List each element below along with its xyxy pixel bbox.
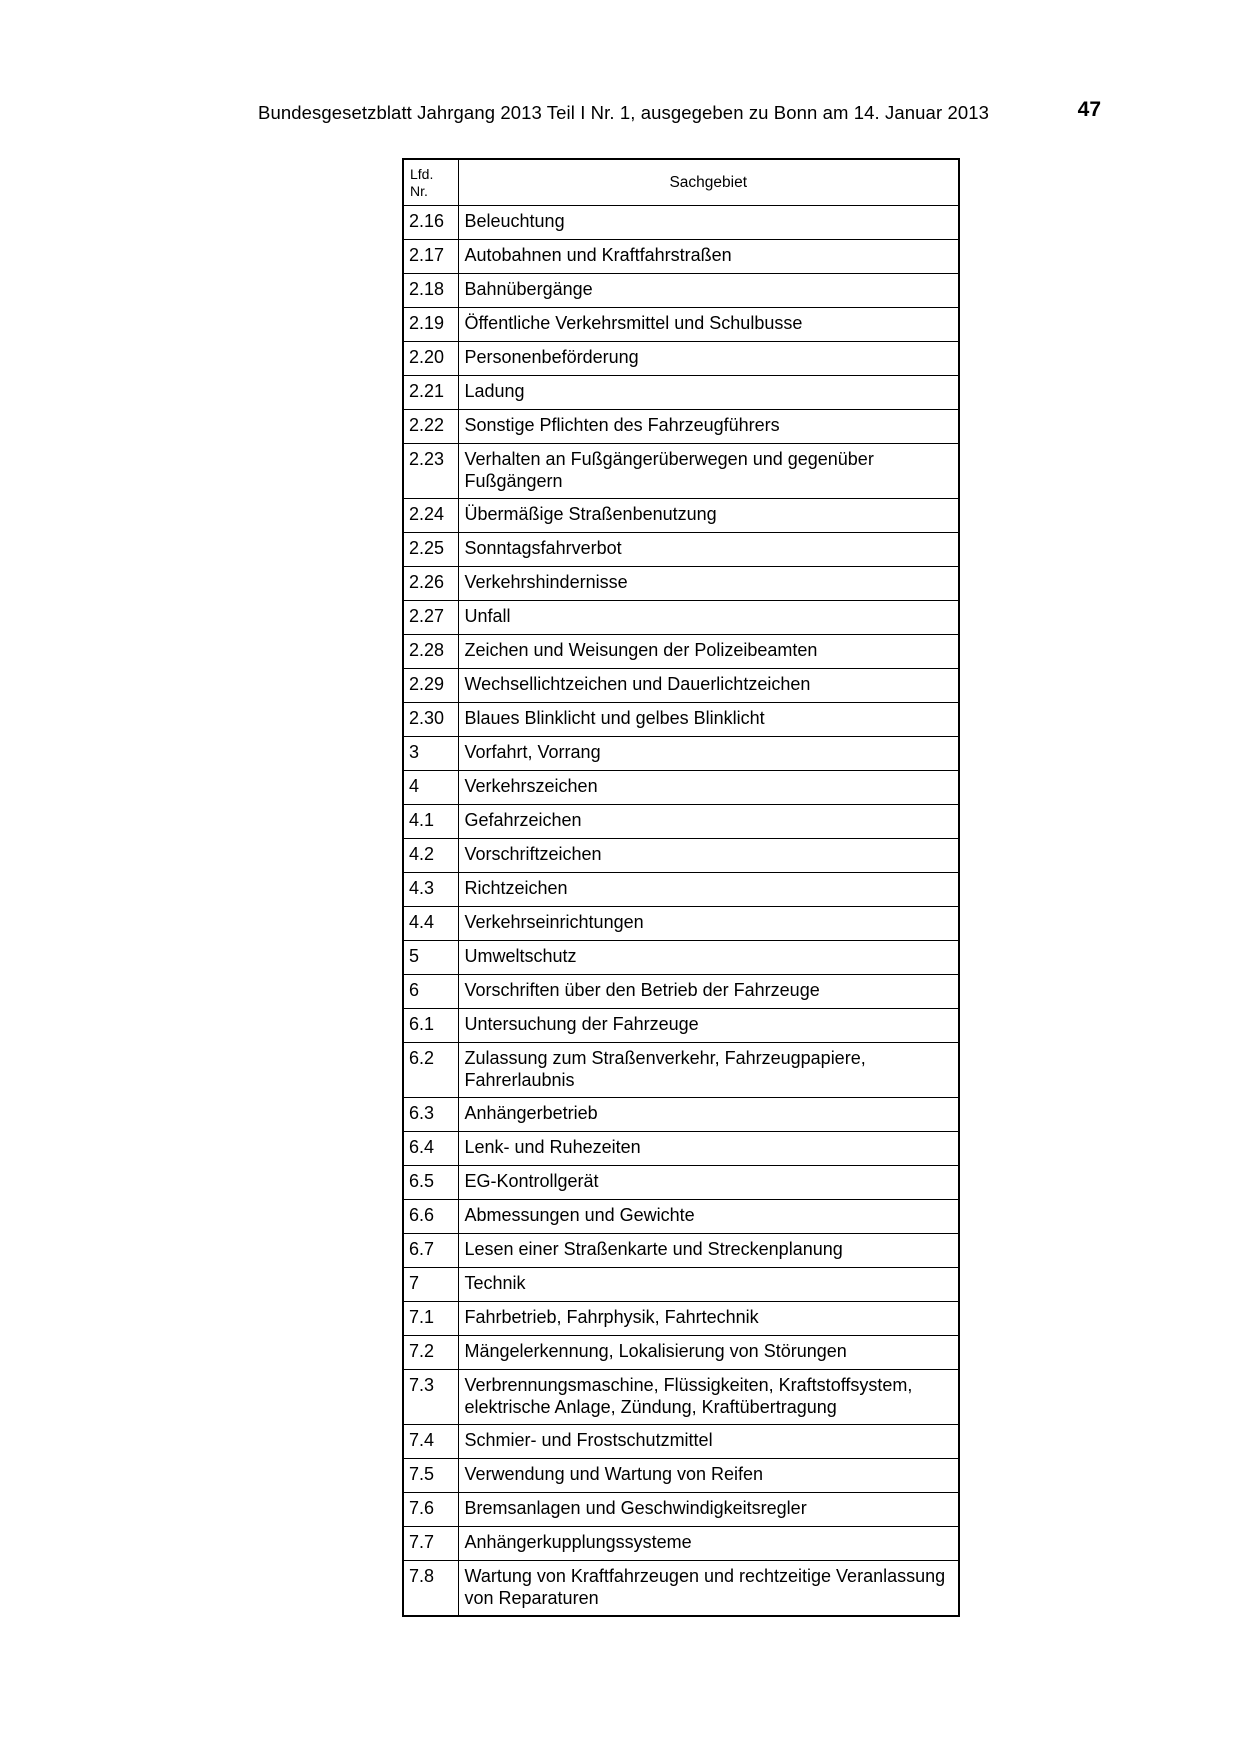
table-row (403, 410, 959, 444)
row-subject: Personenbeförderung (458, 342, 959, 376)
row-number: 2.17 (403, 240, 458, 274)
table-row (403, 1459, 959, 1493)
row-subject: Vorschriften über den Betrieb der Fahrzeuge (458, 975, 959, 1009)
row-subject: Wechsellichtzeichen und Dauerlichtzeichen (458, 669, 959, 703)
table-row (403, 703, 959, 737)
table-header (403, 159, 959, 206)
row-subject: Schmier- und Frostschutzmittel (458, 1425, 959, 1459)
table-row (403, 669, 959, 703)
row-number: 7.5 (403, 1459, 458, 1493)
row-subject: Bahnübergänge (458, 274, 959, 308)
row-subject: Sonntagsfahrverbot (458, 533, 959, 567)
row-subject: Lenk- und Ruhezeiten (458, 1132, 959, 1166)
row-subject: Wartung von Kraftfahrzeugen und rechtzeitige Veranlassung von Reparaturen (458, 1561, 959, 1616)
row-number: 7.3 (403, 1370, 458, 1425)
row-subject: Verkehrszeichen (458, 771, 959, 805)
row-subject: Ladung (458, 376, 959, 410)
row-subject: Blaues Blinklicht und gelbes Blinklicht (458, 703, 959, 737)
row-subject: Anhängerkupplungssysteme (458, 1527, 959, 1561)
row-number: 6.7 (403, 1234, 458, 1268)
row-number: 2.21 (403, 376, 458, 410)
row-number: 4.3 (403, 873, 458, 907)
row-subject: Abmessungen und Gewichte (458, 1200, 959, 1234)
table-row (403, 1043, 959, 1098)
table-row (403, 1336, 959, 1370)
table-row (403, 342, 959, 376)
row-subject: Umweltschutz (458, 941, 959, 975)
table-row (403, 1132, 959, 1166)
table-row (403, 533, 959, 567)
row-subject: Verbrennungsmaschine, Flüssigkeiten, Kraftstoffsystem, elektrische Anlage, Zündung, Kraftübertragung (458, 1370, 959, 1425)
row-subject: Vorfahrt, Vorrang (458, 737, 959, 771)
row-number: 4 (403, 771, 458, 805)
table-header-row (403, 159, 959, 206)
row-number: 2.26 (403, 567, 458, 601)
row-subject: Autobahnen und Kraftfahrstraßen (458, 240, 959, 274)
row-subject: Verhalten an Fußgängerüberwegen und gegenüber Fußgängern (458, 444, 959, 499)
row-number: 6 (403, 975, 458, 1009)
row-subject: Lesen einer Straßenkarte und Streckenplanung (458, 1234, 959, 1268)
table-row (403, 1493, 959, 1527)
row-subject: Richtzeichen (458, 873, 959, 907)
table-body (403, 206, 959, 1616)
row-subject: Verwendung und Wartung von Reifen (458, 1459, 959, 1493)
row-subject: Verkehrseinrichtungen (458, 907, 959, 941)
row-number: 7.6 (403, 1493, 458, 1527)
row-number: 4.2 (403, 839, 458, 873)
table-row (403, 376, 959, 410)
row-number: 2.25 (403, 533, 458, 567)
row-number: 2.18 (403, 274, 458, 308)
table-row (403, 1098, 959, 1132)
row-subject: Sonstige Pflichten des Fahrzeugführers (458, 410, 959, 444)
row-number: 2.23 (403, 444, 458, 499)
table-row (403, 907, 959, 941)
running-header (0, 98, 1242, 128)
row-number: 2.22 (403, 410, 458, 444)
row-number: 5 (403, 941, 458, 975)
table-row (403, 1561, 959, 1616)
table-row (403, 444, 959, 499)
table-row (403, 975, 959, 1009)
table-row (403, 839, 959, 873)
row-subject: Zeichen und Weisungen der Polizeibeamten (458, 635, 959, 669)
table-row (403, 805, 959, 839)
column-header-subject: Sachgebiet (458, 159, 959, 206)
table-row (403, 737, 959, 771)
row-number: 2.29 (403, 669, 458, 703)
row-number: 2.19 (403, 308, 458, 342)
row-number: 6.4 (403, 1132, 458, 1166)
row-subject: Verkehrshindernisse (458, 567, 959, 601)
row-number: 6.1 (403, 1009, 458, 1043)
column-header-number-label: Lfd. Nr. (410, 166, 434, 199)
table-row (403, 1425, 959, 1459)
table-row (403, 771, 959, 805)
row-number: 6.6 (403, 1200, 458, 1234)
row-number: 6.2 (403, 1043, 458, 1098)
row-subject: Fahrbetrieb, Fahrphysik, Fahrtechnik (458, 1302, 959, 1336)
row-number: 4.1 (403, 805, 458, 839)
table-row (403, 206, 959, 240)
table-row (403, 240, 959, 274)
table-row (403, 567, 959, 601)
row-number: 2.27 (403, 601, 458, 635)
table-row (403, 635, 959, 669)
gazette-title: Bundesgesetzblatt Jahrgang 2013 Teil I Nr. 1, ausgegeben zu Bonn am 14. Januar 2013 (258, 102, 990, 123)
row-number: 7.2 (403, 1336, 458, 1370)
table-row (403, 1268, 959, 1302)
row-subject: Technik (458, 1268, 959, 1302)
table-row (403, 499, 959, 533)
row-subject: Mängelerkennung, Lokalisierung von Störungen (458, 1336, 959, 1370)
row-number: 6.5 (403, 1166, 458, 1200)
row-number: 4.4 (403, 907, 458, 941)
table-row (403, 601, 959, 635)
row-number: 7.1 (403, 1302, 458, 1336)
table-row (403, 1527, 959, 1561)
row-subject: Vorschriftzeichen (458, 839, 959, 873)
row-number: 7 (403, 1268, 458, 1302)
table-row (403, 1009, 959, 1043)
row-number: 2.24 (403, 499, 458, 533)
row-number: 2.30 (403, 703, 458, 737)
table-row (403, 873, 959, 907)
row-subject: Übermäßige Straßenbenutzung (458, 499, 959, 533)
table-row (403, 1370, 959, 1425)
row-number: 2.20 (403, 342, 458, 376)
row-number: 2.28 (403, 635, 458, 669)
row-subject: Anhängerbetrieb (458, 1098, 959, 1132)
page-number: 47 (1077, 98, 1101, 121)
row-subject: Beleuchtung (458, 206, 959, 240)
row-subject: Untersuchung der Fahrzeuge (458, 1009, 959, 1043)
row-subject: Bremsanlagen und Geschwindigkeitsregler (458, 1493, 959, 1527)
row-number: 7.8 (403, 1561, 458, 1616)
table-row (403, 1302, 959, 1336)
table-row (403, 308, 959, 342)
row-number: 3 (403, 737, 458, 771)
row-number: 2.16 (403, 206, 458, 240)
table-row (403, 941, 959, 975)
table-row (403, 1234, 959, 1268)
row-number: 7.7 (403, 1527, 458, 1561)
row-subject: Gefahrzeichen (458, 805, 959, 839)
row-subject: Unfall (458, 601, 959, 635)
row-number: 6.3 (403, 1098, 458, 1132)
table-row (403, 1166, 959, 1200)
table-row (403, 1200, 959, 1234)
row-subject: Öffentliche Verkehrsmittel und Schulbusse (458, 308, 959, 342)
row-subject: Zulassung zum Straßenverkehr, Fahrzeugpapiere, Fahrerlaubnis (458, 1043, 959, 1098)
table-row (403, 274, 959, 308)
row-subject: EG-Kontrollgerät (458, 1166, 959, 1200)
subject-table (402, 158, 960, 1617)
row-number: 7.4 (403, 1425, 458, 1459)
column-header-number (403, 159, 458, 206)
